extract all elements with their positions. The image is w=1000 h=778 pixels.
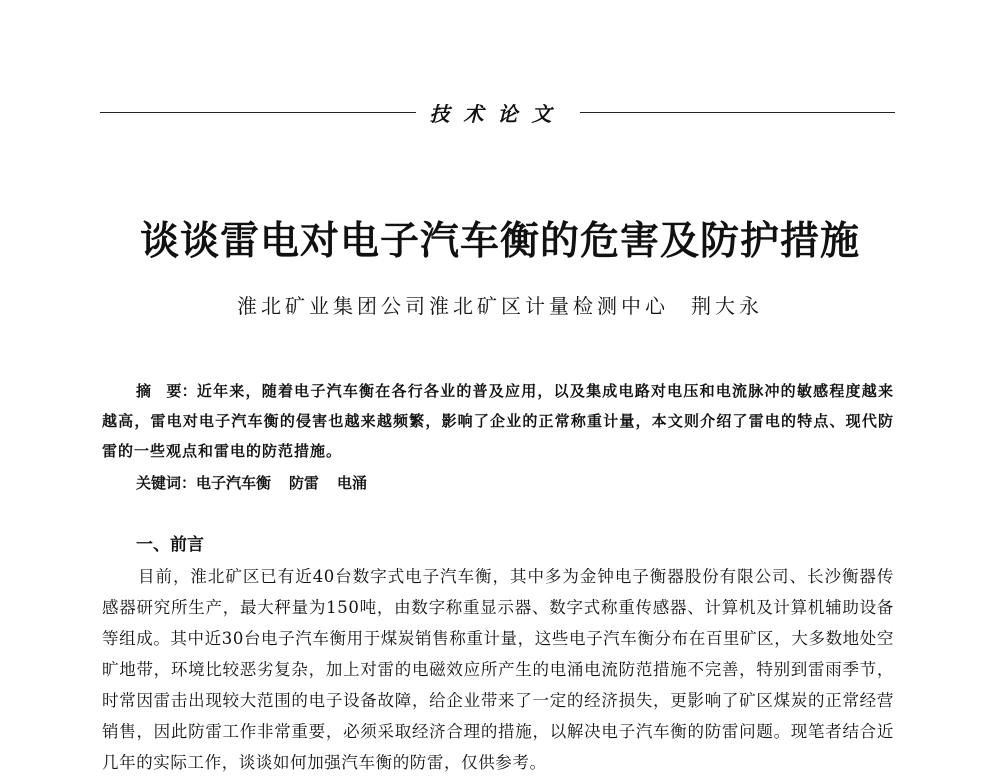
abstract-text: 近年来，随着电子汽车衡在各行各业的普及应用，以及集成电路对电压和电流脉冲的敏感程度越来越高，雷电对电子汽车衡的侵害也越来越频繁，影响了企业的正常称重计量，本文则介绍了雷电的特点、现代防雷的一些观点和雷电的防范措施。 (102, 382, 894, 460)
affiliation: 淮北矿业集团公司淮北矿区计量检测中心 (237, 294, 669, 318)
keyword-item: 电涌 (337, 474, 368, 492)
author: 荆大永 (691, 294, 763, 318)
keywords (136, 468, 385, 498)
abstract-paragraph (102, 376, 894, 466)
section-banner (100, 96, 895, 128)
abstract-label: 摘 要： (136, 382, 197, 400)
section-heading: 一、前言 (136, 535, 204, 555)
byline (0, 290, 1000, 319)
body-paragraph: 目前，淮北矿区已有近40台数字式电子汽车衡，其中多为金钟电子衡器股份有限公司、长沙衡器传感器研究所生产，最大秤量为150吨，由数字称重显示器、数字式称重传感器、计算机及计算机辅助设备等组成。其中近30台电子汽车衡用于煤炭销售称重计量，这些电子汽车衡分布在百里矿区，大多数地处空旷地带，环境比较恶劣复杂，加上对雷的电磁效应所产生的电涌电流防范措施不完善，特别到雷雨季节，时常因雷击出现较大范围的电子设备故障，给企业带来了一定的经济损失，更影响了矿区煤炭的正常经营销售，因此防雷工作非常重要，必须采取经济合理的措施，以解决电子汽车衡的防雷问题。现笔者结合近几年的实际工作，谈谈如何加强汽车衡的防雷，仅供参考。 (102, 567, 894, 772)
keywords-label: 关键词： (136, 474, 197, 492)
article-title: 谈谈雷电对电子汽车衡的危害及防护措施 (139, 218, 860, 264)
banner-rule-left (100, 112, 416, 113)
keyword-item: 电子汽车衡 (196, 474, 272, 492)
banner-rule-right (580, 112, 896, 113)
keyword-item: 防雷 (289, 474, 320, 492)
abstract (102, 376, 894, 466)
banner-label: 技术论文 (429, 101, 566, 126)
